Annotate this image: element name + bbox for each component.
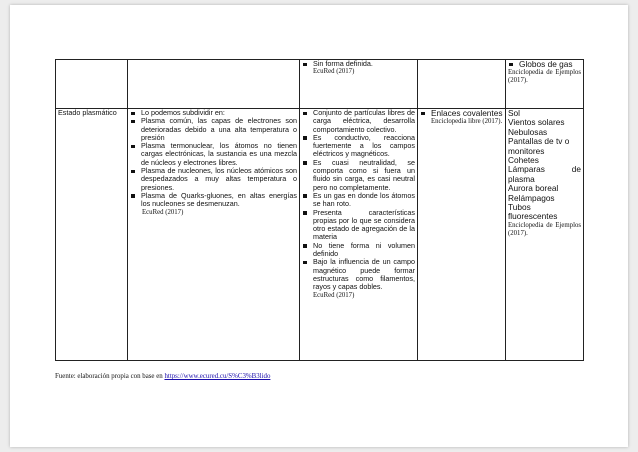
list-item: Vientos solares xyxy=(508,117,565,128)
cell-bonds xyxy=(418,109,506,361)
list-item: Conjunto de partículas libres de carga eléctrica, desarrolla comportamiento colectivo. xyxy=(302,109,415,134)
citation: EcuRed (2017) xyxy=(142,208,184,216)
list-item: Es cuasi neutralidad, se comporta como si fuera un fluido sin carga, es casi neutral pero no completamente. xyxy=(302,159,415,192)
document-page xyxy=(10,5,628,447)
cell-top-col3 xyxy=(300,60,418,109)
cell-examples xyxy=(506,109,584,361)
citation: Enciclopedia libre (2017). xyxy=(431,118,503,126)
cell-properties xyxy=(300,109,418,361)
list-item: Plasma de nucleones, los núcleos atómicos son despedazados a muy altas temperatura o presiones. xyxy=(130,167,297,192)
list-item: Es un gas en donde los átomos se han roto. xyxy=(302,192,415,209)
citation: EcuRed (2017) xyxy=(313,291,355,299)
examples-list xyxy=(508,109,581,222)
source-footer xyxy=(55,373,270,380)
list-item: Globos de gas xyxy=(508,60,581,69)
footer-text: Fuente: elaboración propia con base en xyxy=(55,373,165,380)
citation: Enciclopedia de Ejemplos (2017). xyxy=(508,221,581,237)
list-item: Es conductivo, reacciona fuertemente a los campos eléctricos y magnéticos. xyxy=(302,134,415,159)
top-col5-list xyxy=(508,60,581,69)
list-item: Plasma termonuclear, los átomos no tienen cargas electrónicas, la sustancia es una mezcla de núcleos y electrones libres. xyxy=(130,142,297,167)
cell-empty-1 xyxy=(56,60,128,109)
cell-state-name xyxy=(56,109,128,361)
bonds-list xyxy=(420,109,503,118)
states-table xyxy=(55,59,584,361)
table-row-plasma xyxy=(56,109,584,361)
state-label: Estado plasmático xyxy=(58,108,117,117)
cell-empty-4 xyxy=(418,60,506,109)
list-item: Plasma común, las capas de electrones son deterioradas debido a una alta temperatura o presión xyxy=(130,117,297,142)
list-item: Pantallas de tv o monitores xyxy=(508,136,570,156)
list-item: Tubos fluorescentes xyxy=(508,202,558,222)
source-link[interactable]: https://www.ecured.cu/S%C3%B3lido xyxy=(164,373,271,380)
cell-subdivisions xyxy=(128,109,300,361)
list-item: Sin forma definida. xyxy=(302,60,415,68)
top-col3-list xyxy=(302,60,415,68)
list-item: Enlaces covalentes xyxy=(420,109,503,118)
cell-empty-2 xyxy=(128,60,300,109)
table-row-top xyxy=(56,60,584,109)
list-item: Sol xyxy=(508,108,520,118)
subdivision-list xyxy=(130,109,297,209)
list-item: Bajo la influencia de un campo magnético puede formar estructuras como filamentos, rayos y capas dobles. xyxy=(302,258,415,291)
list-item: No tiene forma ni volumen definido xyxy=(302,242,415,259)
list-item: Relámpagos xyxy=(508,192,555,203)
list-item: Lámparas de plasma xyxy=(508,164,581,184)
properties-list xyxy=(302,109,415,292)
citation: Enciclopedia de Ejemplos (2017). xyxy=(508,69,581,85)
cell-top-col5 xyxy=(506,60,584,109)
list-item: Cohetes xyxy=(508,155,539,166)
list-item: Presenta características propias por lo que se considera otro estado de agregación de la materia xyxy=(302,209,415,242)
citation: EcuRed (2017) xyxy=(313,68,355,76)
list-item: Aurora boreal xyxy=(508,183,559,194)
list-item: Lo podemos subdividir en: xyxy=(130,109,297,117)
list-item: Nebulosas xyxy=(508,126,548,137)
list-item: Plasma de Quarks-gluones, en altas energías los nucleones se desmenuzan. xyxy=(130,192,297,209)
